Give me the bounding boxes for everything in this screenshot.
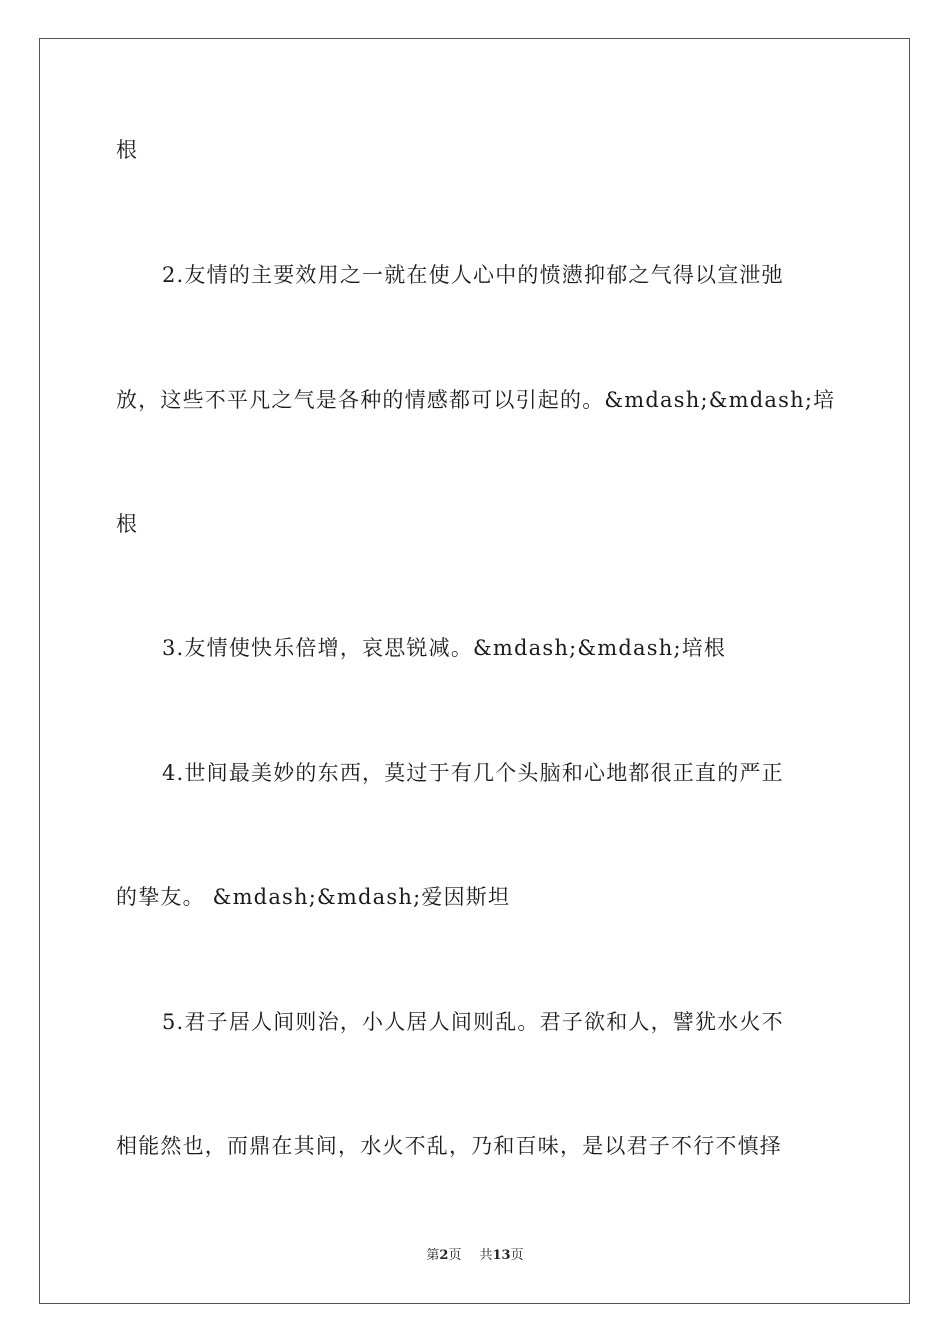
text-line-9: 相能然也，而鼎在其间，水火不乱，乃和百味，是以君子不行不慎择	[116, 1134, 782, 1158]
footer-page-suffix: 页	[448, 1248, 462, 1263]
text-line-7: 的挚友。 &mdash;&mdash;爱因斯坦	[116, 885, 511, 909]
footer-page-total: 13	[492, 1248, 511, 1263]
footer-page-current: 2	[439, 1248, 449, 1263]
text-line-8: 5.君子居人间则治，小人居人间则乱。君子欲和人，譬犹水火不	[162, 1010, 784, 1034]
page-footer	[0, 1247, 950, 1265]
text-line-6: 4.世间最美妙的东西，莫过于有几个头脑和心地都很正直的严正	[162, 761, 784, 785]
page-border	[39, 38, 910, 1304]
text-line-3: 放，这些不平凡之气是各种的情感都可以引起的。&mdash;&mdash;培	[116, 388, 836, 412]
footer-total-prefix: 共	[479, 1248, 493, 1263]
text-line-2: 2.友情的主要效用之一就在使人心中的愤懑抑郁之气得以宣泄弛	[162, 263, 784, 287]
footer-total-suffix: 页	[510, 1248, 524, 1263]
text-line-5: 3.友情使快乐倍增，哀思锐减。&mdash;&mdash;培根	[162, 636, 727, 660]
footer-page-prefix: 第	[426, 1248, 440, 1263]
text-line-4: 根	[116, 512, 139, 536]
text-line-1: 根	[116, 138, 139, 162]
